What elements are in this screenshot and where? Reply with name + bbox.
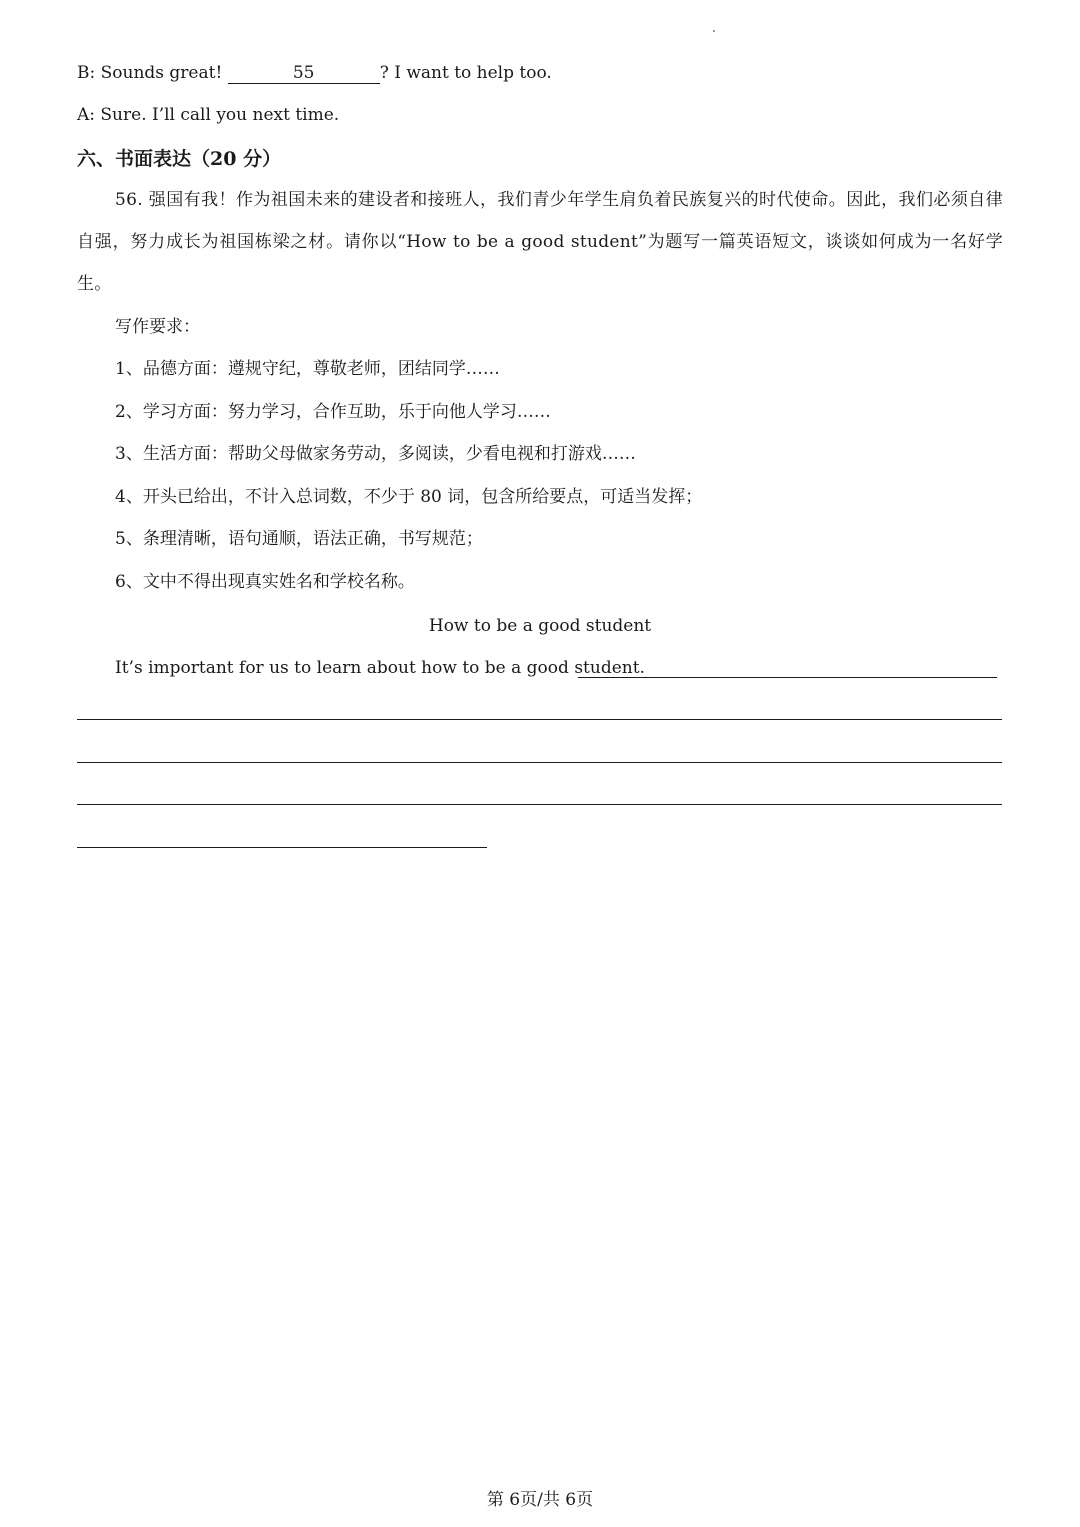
section-title-suffix: 分） (236, 148, 282, 170)
section-title (77, 146, 281, 172)
requirement-item-5: 5、条理清晰，语句通顺，语法正确，书写规范； (115, 529, 483, 549)
dialogue-b-text: B: Sounds great! (77, 63, 228, 83)
answer-blank-55 (228, 63, 380, 84)
blank-number: 55 (292, 63, 315, 83)
section-title-prefix: 六、书面表达（ (77, 148, 211, 170)
essay-title: How to be a good student (428, 616, 652, 636)
requirement-item-3: 3、生活方面：帮助父母做家务劳动，多阅读，少看电视和打游戏…… (115, 444, 636, 464)
page-number: 第 6页/共 6页 (486, 1490, 594, 1510)
requirement-item-6: 6、文中不得出现真实姓名和学校名称。 (115, 572, 415, 592)
writing-line-4[interactable] (77, 804, 1002, 805)
dialogue-a-text: A: Sure. I’ll call you next time. (77, 105, 340, 125)
dialogue-line-b (77, 61, 552, 85)
writing-line-5[interactable] (77, 847, 487, 848)
dialogue-line-a (77, 103, 339, 127)
requirement-item-4: 4、开头已给出，不计入总词数，不少于 80 词，包含所给要点，可适当发挥； (115, 487, 703, 507)
writing-line-1[interactable] (578, 677, 997, 678)
requirement-item-1: 1、品德方面：遵规守纪，尊敬老师，团结同学…… (115, 359, 500, 379)
requirement-item-2: 2、学习方面：努力学习，合作互助，乐于向他人学习…… (115, 402, 551, 422)
scan-mark (713, 30, 715, 32)
writing-line-3[interactable] (77, 762, 1002, 763)
dialogue-b-after: ? I want to help too. (379, 63, 552, 83)
essay-opening: It’s important for us to learn about how to be a good student. (115, 658, 645, 678)
section-title-score: 20 (210, 148, 237, 170)
writing-line-2[interactable] (77, 719, 1002, 720)
question-prompt: 56. 强国有我！作为祖国未来的建设者和接班人，我们青少年学生肩负着民族复兴的时代使命。因此，我们必须自律自强，努力成长为祖国栋梁之材。请你以“How to be a good student”为题写一篇英语短文，谈谈如何成为一名好学生。 (77, 190, 1003, 294)
requirements-heading: 写作要求： (115, 317, 200, 337)
